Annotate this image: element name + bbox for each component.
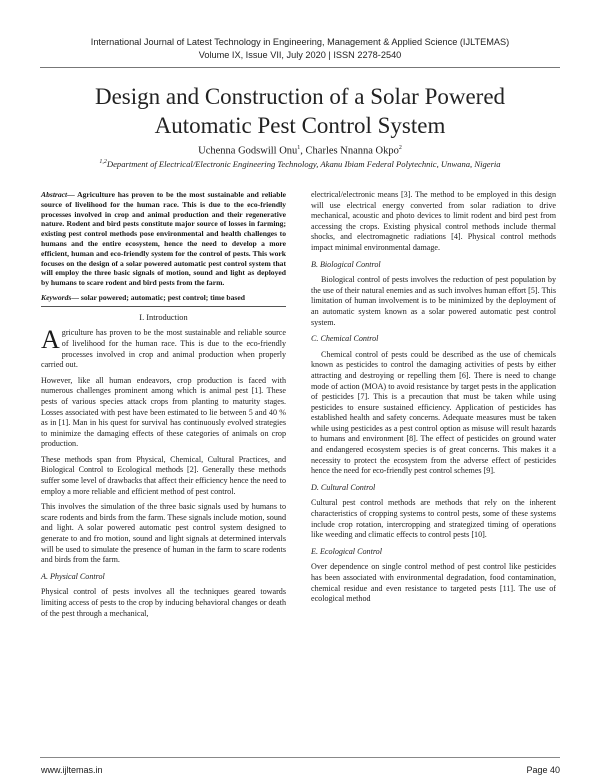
intro-paragraph-3: These methods span from Physical, Chemical, Cultural Practices, and Biological Control to Ecological methods [2]. Generally these methods suffer some level of drawbacks that affect their efficiency hence the need to employ a more reliable and efficient method of pest control. — [41, 454, 286, 496]
physical-paragraph-1: Physical control of pests involves all the techniques geared towards limiting access of pests to the crop by inducing behavioral changes or death of the pest through a mechanical, — [41, 587, 286, 618]
ecological-paragraph: Over dependence on single control method of pest control like pesticides has been associated with environmental degradation, food contamination, chemical residue and even resistance to targeted pests [11]. The use of ecological method — [311, 562, 556, 604]
journal-name: International Journal of Latest Technology in Engineering, Management & Applied Science (IJLTEMAS) — [90, 37, 510, 47]
subsection-heading-cultural: D. Cultural Control — [311, 482, 376, 492]
author-1-sup: 1 — [297, 145, 301, 151]
author-list — [40, 145, 560, 157]
intro-paragraph-2: However, like all human endeavors, crop production is faced with numerous challenges prominent among which is animal pest [1]. These pests of various species attack crops from planting to maturity stages. Losses associated with pest have been estimated to lie between 5 and 40 % as in [1]. Man in his quest for survival has continuously evolved strategies to minimize the damaging effects of these categories of animals on crop production. — [41, 375, 286, 449]
author-1: Uchenna Godswill Onu — [198, 145, 298, 157]
drop-cap: A — [41, 325, 60, 355]
author-2-sup: 2 — [398, 145, 402, 151]
affiliation-sup: 1,2 — [99, 159, 107, 166]
cultural-paragraph: Cultural pest control methods are methods that rely on the inherent characteristics of cropping systems to control pests, some of these systems include crop rotation, intercropping and strategized timing of operations like weeding and climatic effects to control pests [10]. — [311, 498, 556, 540]
subsection-heading-chemical: C. Chemical Control — [311, 334, 379, 344]
keywords — [41, 293, 286, 307]
biological-paragraph: Biological control of pests involves the reduction of pest population by the use of their natural enemies and as such involves human effort [5]. This limitation of human involvement is to be minimized by the deployment of an automatic system known as a solar powered automatic pest control system. — [311, 275, 556, 327]
affiliation — [40, 159, 560, 169]
title-line-1: Design and Construction of a Solar Powered — [94, 84, 506, 109]
header-rule — [40, 67, 560, 68]
section-heading-introduction: I. Introduction — [139, 312, 188, 322]
subsection-heading-physical: A. Physical Control — [41, 571, 105, 581]
journal-issue: Volume IX, Issue VII, July 2020 | ISSN 2278-2540 — [198, 50, 402, 60]
paper-title — [40, 82, 560, 140]
chemical-paragraph: Chemical control of pests could be described as the use of chemicals known as pesticides to control the damaging activities of pests by either attracting and destroying or repelling them [6]. There is need to change mode of action (MOA) to avoid resistance by target pests in the application of pesticides [7]. This is a precaution that must be taken while using pesticides to ensure sustained efficiency. Application of pesticides has established health and safety concerns. Adequate measures must be taken while using pesticides as a pest control option as misuse will result hazards to humans and environment [8]. The effect of pesticides on ground water and endangered ecosystem species is of great concerns. This makes it a necessity to protect the ecosystem from the adverse effect of pesticides hence the need for eco-friendly pest control schemes [9]. — [311, 349, 556, 476]
subsection-heading-biological: B. Biological Control — [311, 259, 381, 269]
abstract — [41, 190, 286, 288]
keywords-label: Keywords — [41, 292, 72, 302]
keywords-text: — solar powered; automatic; pest control; time based — [71, 292, 245, 302]
author-2: Charles Nnanna Okpo — [305, 145, 399, 157]
physical-paragraph-2: electrical/electronic means [3]. The method to be employed in this design will use electrical energy converted from solar radiation to drive mechanical, acoustic and photo devices to limit rodent and bird pest from accessing the crops. Existing physical control methods include thermal shocks, and electromagnetic radiations [4]. Physical control methods impact minimal environmental damage. — [311, 190, 556, 252]
footer-rule — [40, 757, 560, 758]
intro-paragraph-4: This involves the simulation of the three basic signals used by humans to scare rodents and birds from the farm. These signals include motion, sound and light. A solar powered automatic pest control system designed to generate to and fro motion, sound and light signals at determined intervals will be used to simulate the presence of human in the farm to scare rodents and birds from the farm. — [41, 502, 286, 565]
author-separator: , — [300, 145, 306, 157]
journal-header — [40, 36, 560, 62]
intro-paragraph-1: Agriculture has proven to be the most sustainable and reliable source of livelihood for the human race. This is due to the eco-friendly processes involved in crop and animal production when properly carried out. — [41, 325, 286, 370]
abstract-label: Abstract — [41, 190, 68, 199]
left-column — [41, 190, 286, 624]
page-number: Page 40 — [526, 765, 560, 775]
footer-url[interactable]: www.ijltemas.in — [41, 765, 103, 775]
title-line-2: Automatic Pest Control System — [154, 113, 446, 138]
abstract-text: — Agriculture has proven to be the most sustainable and reliable source of livelihood for the human race. This is due to the eco-friendly processes involved in crop and animal production and their regenerative nature. Rodent and bird pests constitute major source of losses in farming; existing pest control methods pose environmental and health challenges to humans and the entire ecosystem, hence the need to develop a more efficient, human and eco-friendly system for the control of pests. This work focuses on the design of a solar powered automatic pest control system that will employ the three basic signals of motion, sound and light as deployed by humans to scare rodent and bird pests from the farm. — [41, 190, 286, 288]
right-column — [311, 190, 556, 610]
subsection-heading-ecological: E. Ecological Control — [311, 546, 382, 556]
affiliation-text: Department of Electrical/Electronic Engineering Technology, Akanu Ibiam Federal Polytechnic, Unwana, Nigeria — [106, 159, 501, 169]
